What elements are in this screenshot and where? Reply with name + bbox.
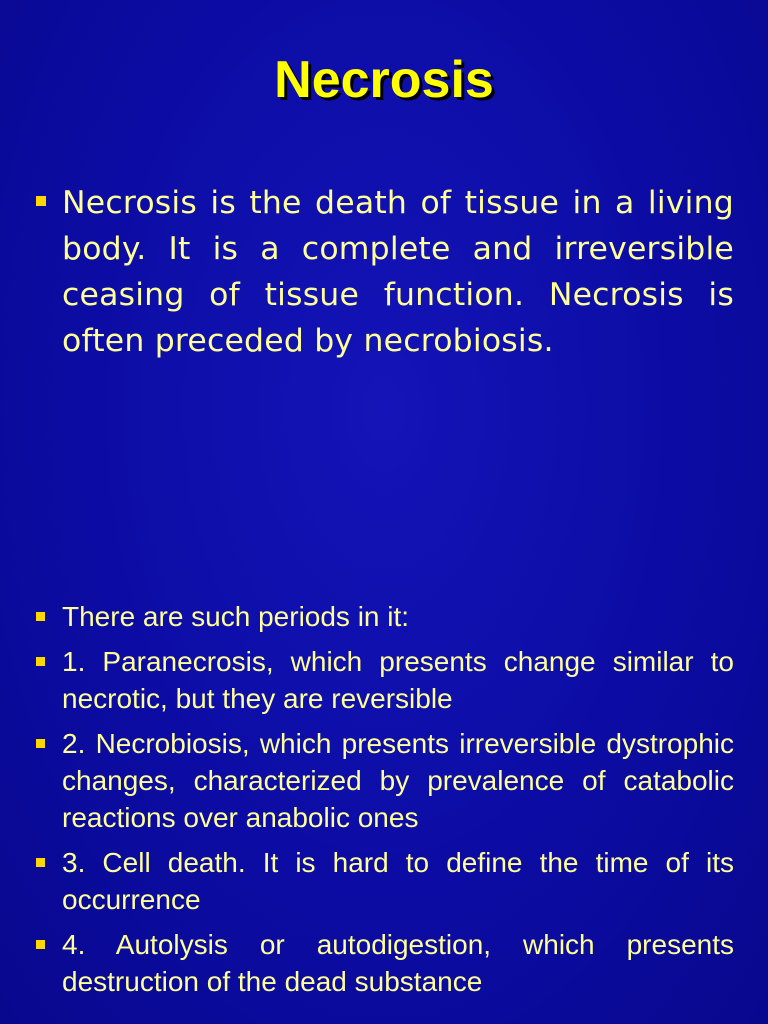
list-item bbox=[0, 926, 768, 1000]
list-item bbox=[0, 725, 768, 836]
square-bullet-icon bbox=[36, 739, 45, 748]
intro-bullet-text: Necrosis is the death of tissue in a living body. It is a complete and irreversible ceasing of tissue function. Necrosis is often preceded by necrobiosis. bbox=[62, 185, 734, 359]
periods-list bbox=[0, 598, 768, 1008]
list-item-text: 1. Paranecrosis, which presents change similar to necrotic, but they are reversible bbox=[62, 646, 734, 714]
list-item-text: 3. Cell death. It is hard to define the time of its occurrence bbox=[62, 847, 734, 915]
square-bullet-icon bbox=[36, 196, 46, 206]
slide-title: Necrosis bbox=[274, 51, 494, 109]
square-bullet-icon bbox=[36, 657, 45, 666]
list-item-text: 2. Necrobiosis, which presents irreversible dystrophic changes, characterized by prevalence of catabolic reactions over anabolic ones bbox=[62, 728, 734, 833]
list-item bbox=[0, 643, 768, 717]
square-bullet-icon bbox=[36, 858, 45, 867]
square-bullet-icon bbox=[36, 940, 45, 949]
intro-list bbox=[0, 180, 768, 364]
intro-bullet bbox=[0, 180, 768, 364]
list-item-text: 4. Autolysis or autodigestion, which presents destruction of the dead substance bbox=[62, 929, 734, 997]
list-item bbox=[0, 598, 768, 635]
list-item-text: There are such periods in it: bbox=[62, 601, 410, 632]
square-bullet-icon bbox=[36, 612, 45, 621]
list-item bbox=[0, 844, 768, 918]
